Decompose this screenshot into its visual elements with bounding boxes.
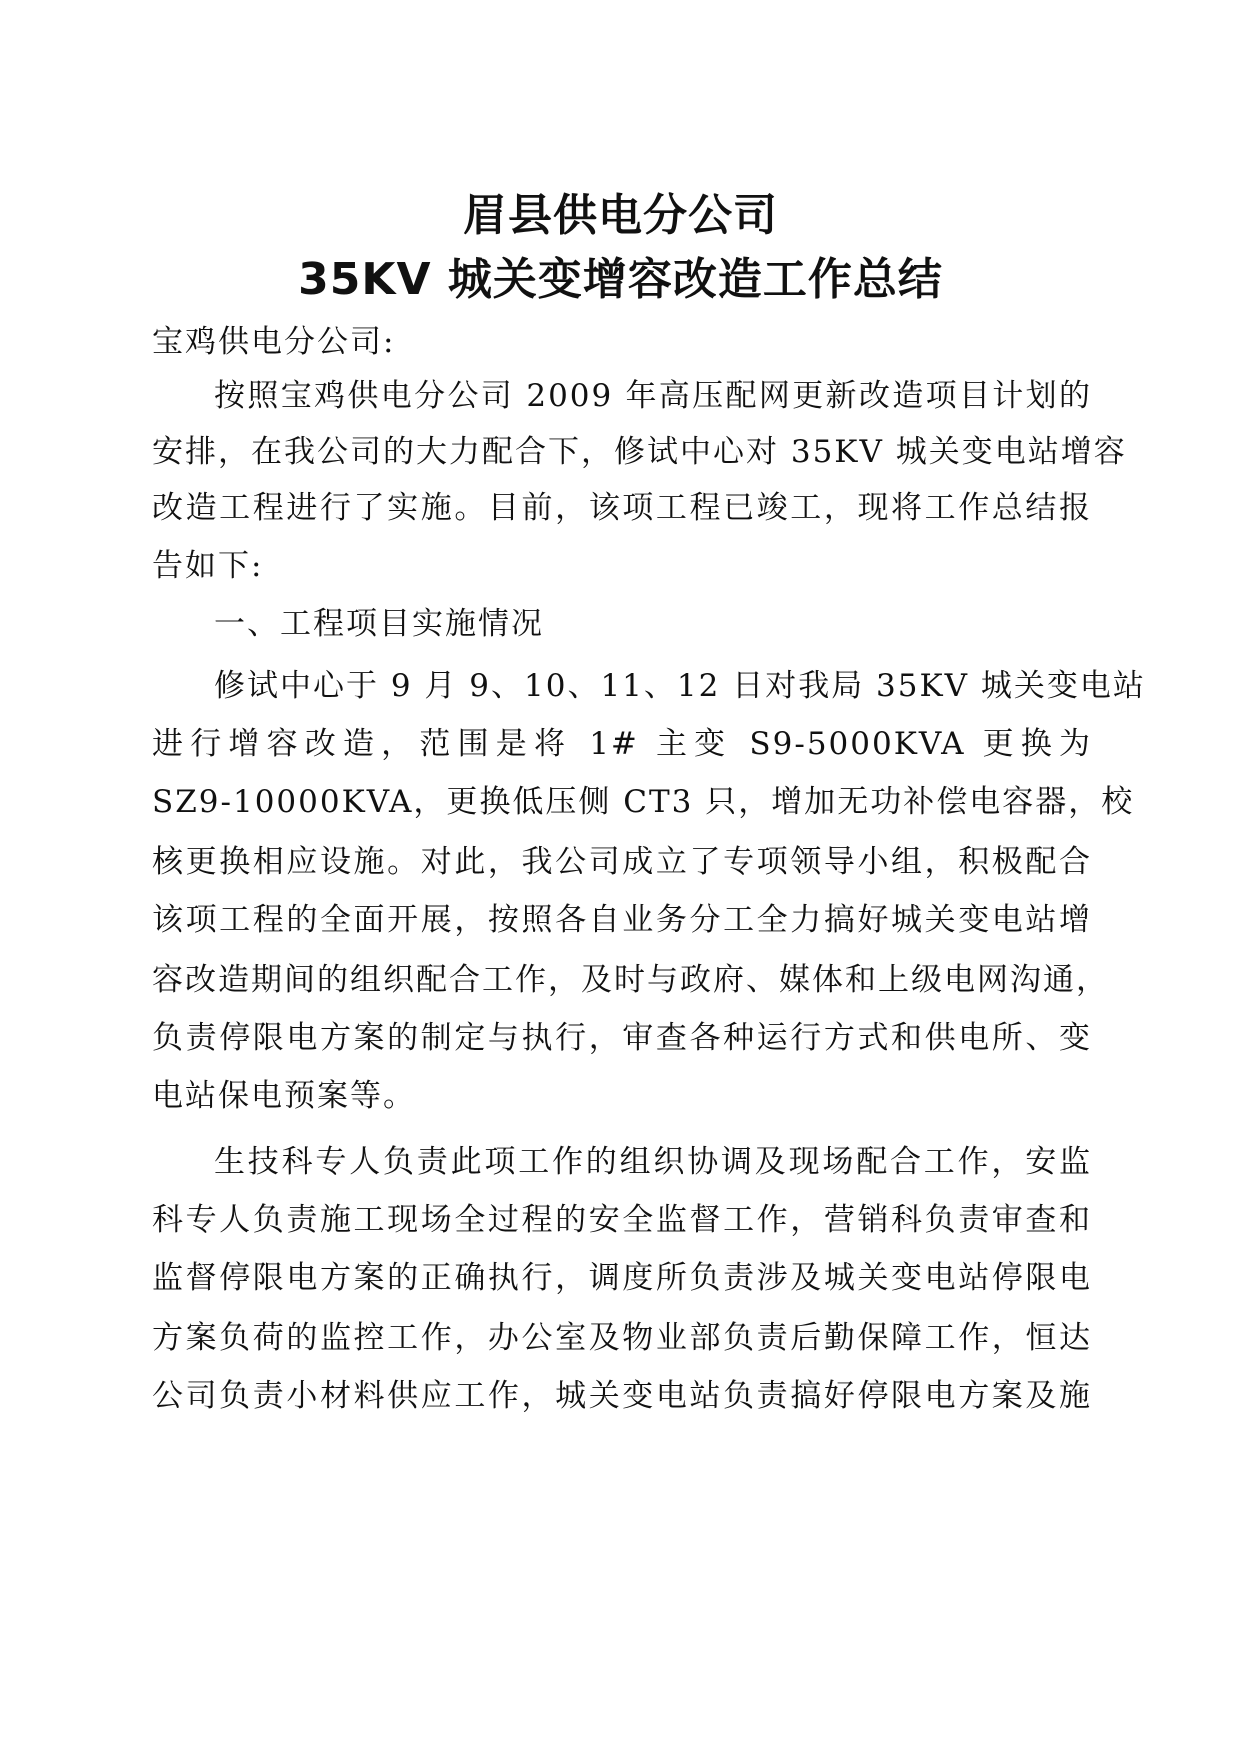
paragraph-line: 负责停限电方案的制定与执行，审查各种运行方式和供电所、变 <box>152 1020 1092 1056</box>
salutation: 宝鸡供电分公司: <box>152 324 396 360</box>
paragraph-line: 安排，在我公司的大力配合下，修试中心对 35KV 城关变电站增容 <box>152 434 1127 470</box>
paragraph-line: 按照宝鸡供电分公司 2009 年高压配网更新改造项目计划的 <box>214 378 1092 414</box>
section-heading: 一、工程项目实施情况 <box>214 606 544 642</box>
paragraph-line: 该项工程的全面开展，按照各自业务分工全力搞好城关变电站增 <box>152 902 1092 938</box>
paragraph-line: 生技科专人负责此项工作的组织协调及现场配合工作，安监 <box>214 1144 1092 1180</box>
paragraph-line: 修试中心于 9 月 9、10、11、12 日对我局 35KV 城关变电站 <box>214 668 1146 704</box>
paragraph-line: 电站保电预案等。 <box>152 1078 416 1114</box>
paragraph-line: 科专人负责施工现场全过程的安全监督工作，营销科负责审查和 <box>152 1202 1092 1238</box>
paragraph-line: 核更换相应设施。对此，我公司成立了专项领导小组，积极配合 <box>152 844 1092 880</box>
paragraph-line: 监督停限电方案的正确执行，调度所负责涉及城关变电站停限电 <box>152 1260 1092 1296</box>
paragraph-line: 告如下: <box>152 548 264 584</box>
document-title-line2: 35KV 城关变增容改造工作总结 <box>298 254 943 305</box>
paragraph-line: 公司负责小材料供应工作，城关变电站负责搞好停限电方案及施 <box>152 1378 1092 1414</box>
paragraph-line: 进行增容改造，范围是将 1# 主变 S9-5000KVA 更换为 <box>152 726 1092 762</box>
paragraph-line: 容改造期间的组织配合工作，及时与政府、媒体和上级电网沟通， <box>152 962 1109 998</box>
document-title-line1: 眉县供电分公司 <box>463 190 778 241</box>
paragraph-line: 改造工程进行了实施。目前，该项工程已竣工，现将工作总结报 <box>152 490 1092 526</box>
paragraph-line: 方案负荷的监控工作，办公室及物业部负责后勤保障工作，恒达 <box>152 1320 1092 1356</box>
paragraph-line: SZ9-10000KVA，更换低压侧 CT3 只，增加无功补偿电容器，校 <box>152 784 1135 820</box>
